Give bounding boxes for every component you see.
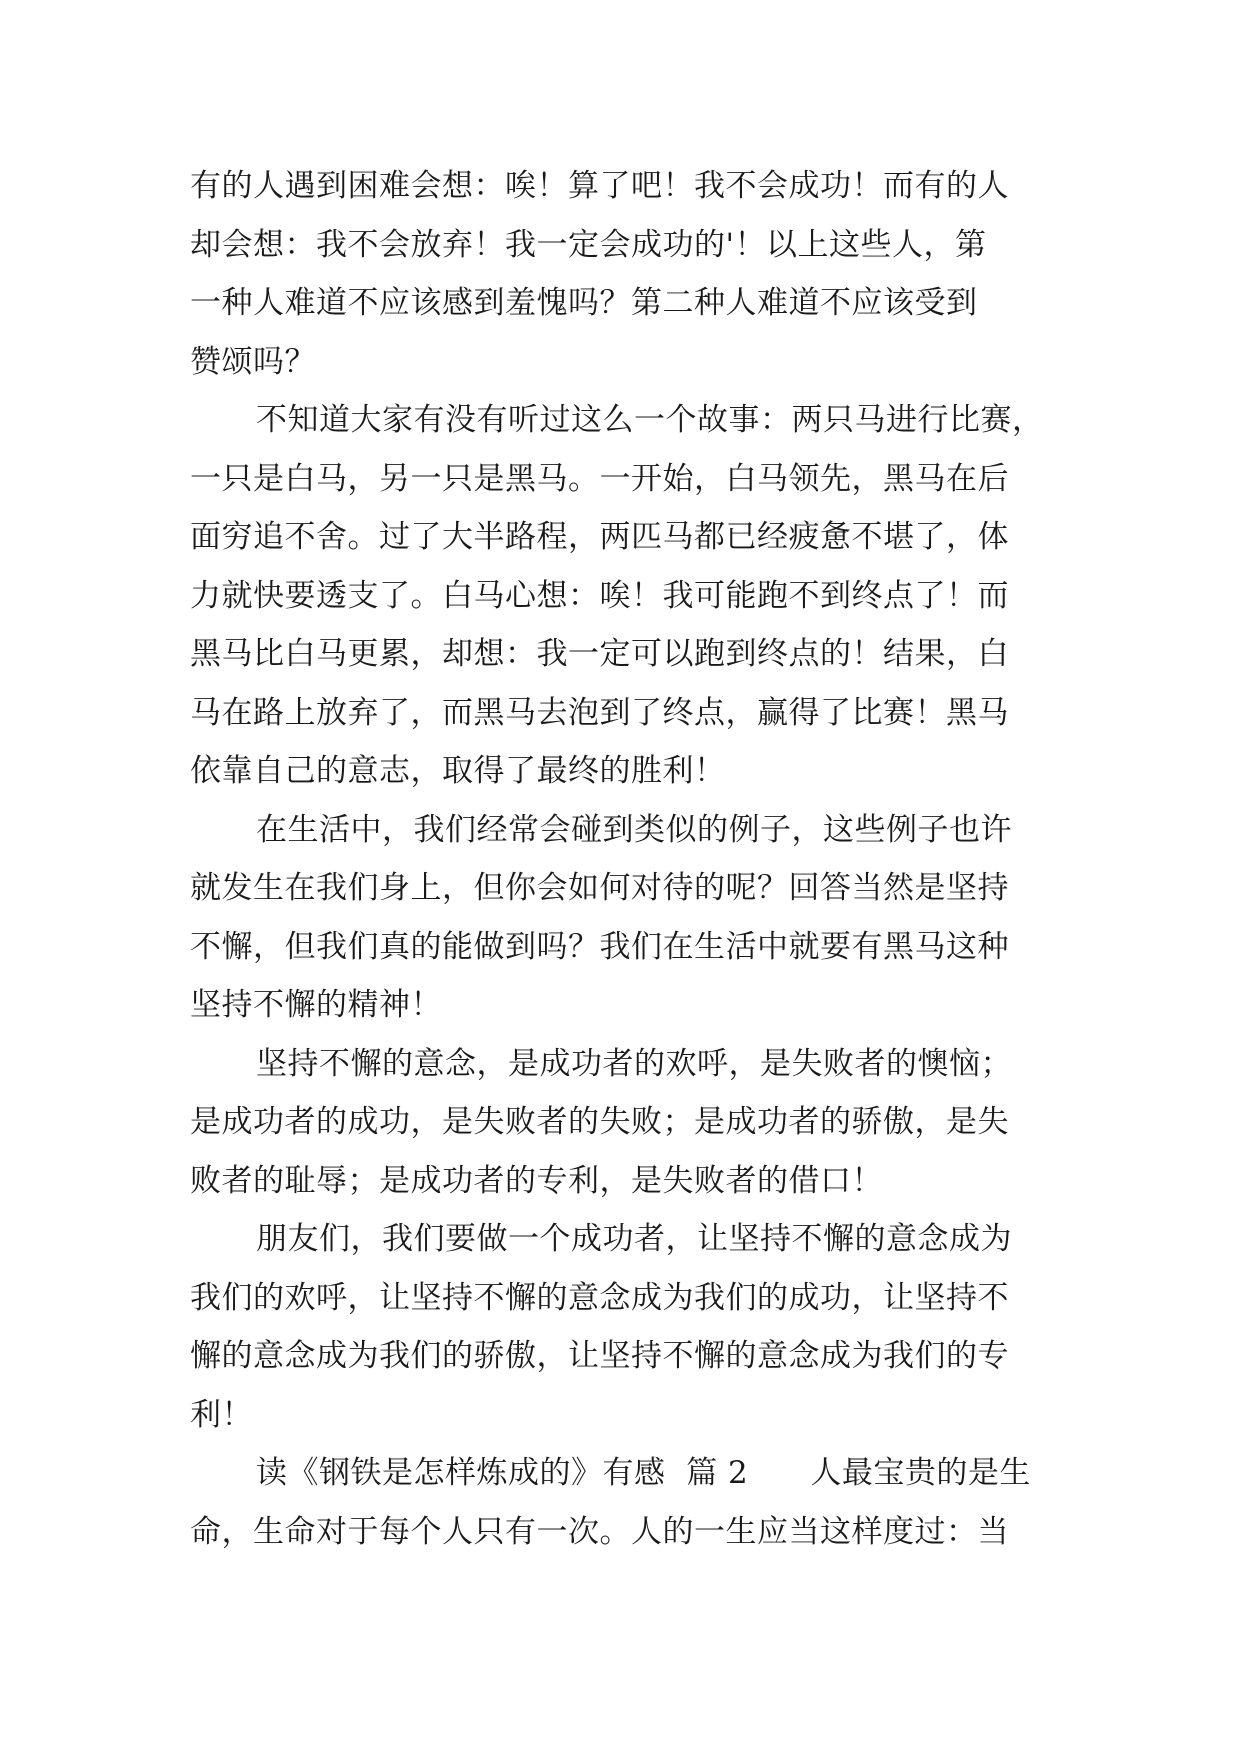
document-body <box>190 157 1050 1561</box>
text-line: 面穷追不舍。过了大半路程，两匹马都已经疲惫不堪了，体 <box>190 519 1009 555</box>
text-line: 懈的意念成为我们的骄傲，让坚持不懈的意念成为我们的专 <box>190 1338 1009 1374</box>
text-line: 一只是白马，另一只是黑马。一开始，白马领先，黑马在后 <box>190 460 1009 497</box>
text-line: 有的人遇到困难会想：唉！算了吧！我不会成功！而有的人 <box>190 168 1009 204</box>
text-line: 命，生命对于每个人只有一次。人的一生应当这样度过：当 <box>190 1513 1009 1550</box>
paragraph-5 <box>190 1210 1050 1444</box>
text-line: 赞颂吗？ <box>190 343 316 380</box>
text-line: 就发生在我们身上，但你会如何对待的呢？回答当然是坚持 <box>190 870 1009 906</box>
text-line: 马在路上放弃了，而黑马去泡到了终点，赢得了比赛！黑马 <box>190 694 1009 731</box>
paragraph-4 <box>190 1035 1050 1211</box>
text-line: 在生活中，我们经常会碰到类似的例子，这些例子也许 <box>256 811 1012 848</box>
paragraph-2 <box>190 391 1050 801</box>
text-line: 力就快要透支了。白马心想：唉！我可能跑不到终点了！而 <box>190 577 1009 614</box>
text-line: 朋友们，我们要做一个成功者，让坚持不懈的意念成为 <box>256 1221 1012 1257</box>
text-line: 不知道大家有没有听过这么一个故事：两只马进行比赛， <box>256 402 1044 438</box>
paragraph-1 <box>190 157 1050 391</box>
paragraph-3 <box>190 801 1050 1035</box>
text-line: 一种人难道不应该感到羞愧吗？第二种人难道不应该受到 <box>190 285 978 321</box>
text-line: 坚持不懈的意念，是成功者的欢呼，是失败者的懊恼； <box>256 1045 1012 1082</box>
text-line: 坚持不懈的精神！ <box>190 987 442 1023</box>
text-line: 是成功者的成功，是失败者的失败；是成功者的骄傲，是失 <box>190 1104 1009 1140</box>
text-line: 败者的耻辱；是成功者的专利，是失败者的借口！ <box>190 1162 883 1199</box>
text-line: 我们的欢呼，让坚持不懈的意念成为我们的成功，让坚持不 <box>190 1279 1009 1316</box>
text-line: 不懈，但我们真的能做到吗？我们在生活中就要有黑马这种 <box>190 928 1009 965</box>
text-line: 读《钢铁是怎样炼成的》有感 篇 2 人最宝贵的是生 <box>256 1455 1031 1491</box>
paragraph-6 <box>190 1444 1050 1561</box>
text-line: 依靠自己的意志，取得了最终的胜利！ <box>190 753 726 789</box>
text-line: 黑马比白马更累，却想：我一定可以跑到终点的！结果，白 <box>190 636 1009 672</box>
text-line: 利！ <box>190 1396 253 1433</box>
text-line: 却会想：我不会放弃！我一定会成功的'！以上这些人，第 <box>190 226 987 263</box>
